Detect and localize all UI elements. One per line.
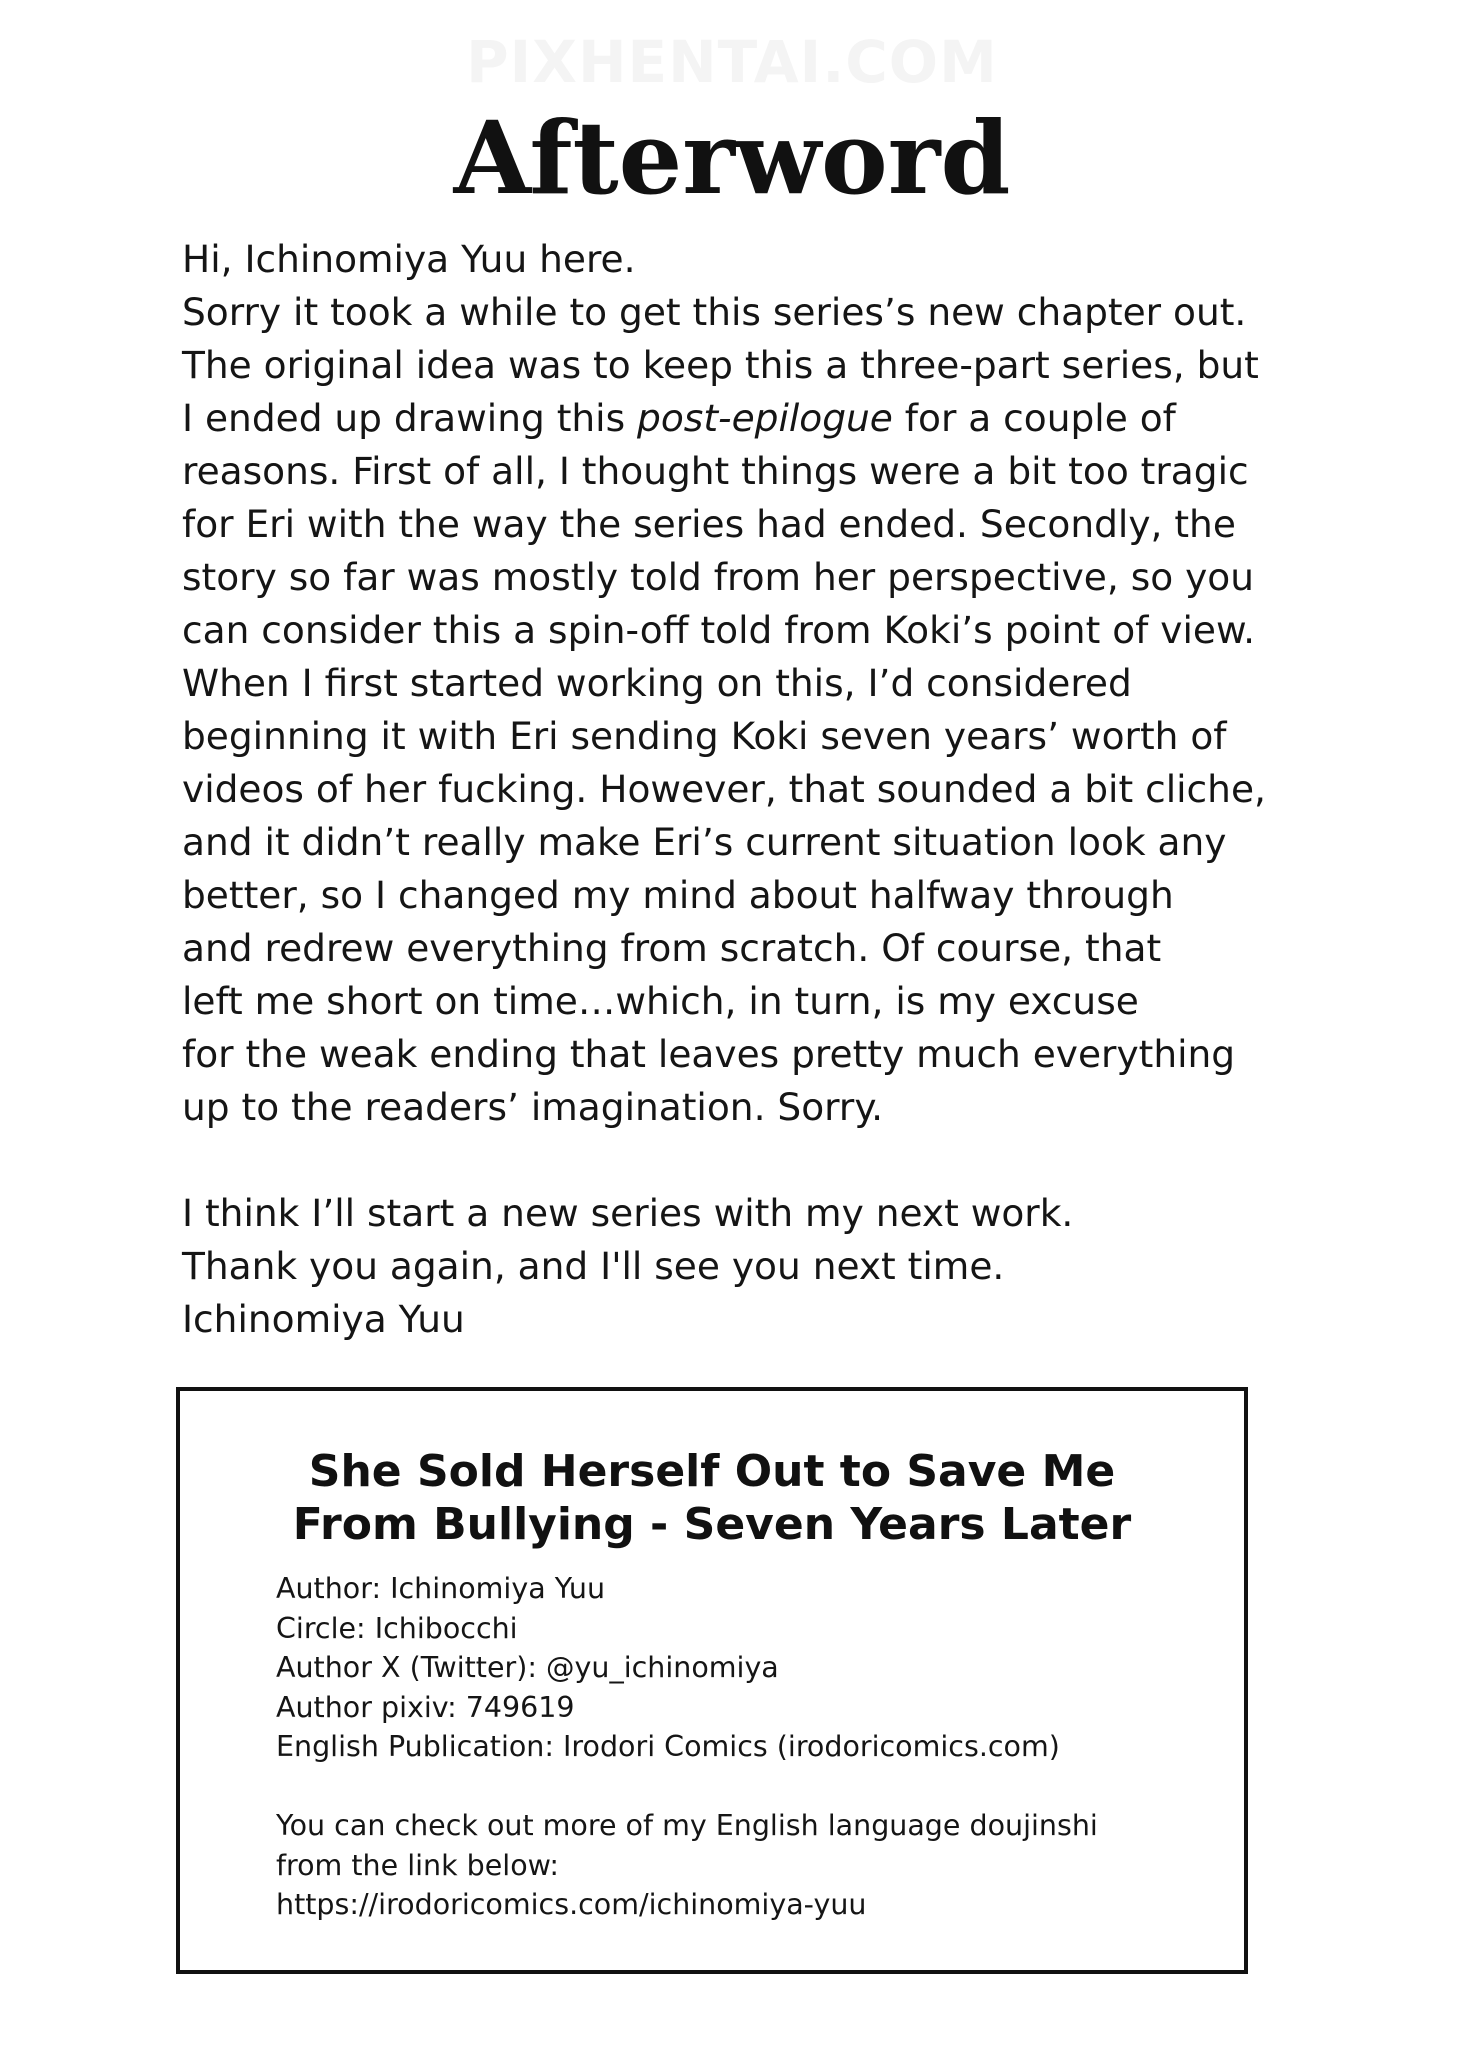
- body-line: for Eri with the way the series had ended. Secondly, the: [182, 502, 1236, 546]
- body-line: story so far was mostly told from her perspective, so you: [182, 555, 1254, 599]
- detail-pixiv: Author pixiv: 749619: [276, 1690, 575, 1724]
- body-line: for the weak ending that leaves pretty much everything: [182, 1032, 1236, 1076]
- body-line: videos of her fucking. However, that sounded a bit cliche,: [182, 767, 1266, 811]
- paragraph-gap: [182, 1134, 1302, 1187]
- signature-line: Ichinomiya Yuu: [182, 1297, 465, 1341]
- body-line: and it didn’t really make Eri’s current situation look any: [182, 820, 1227, 864]
- details-gap: [276, 1767, 1098, 1807]
- publication-info-box: [176, 1387, 1248, 1974]
- body-line: better, so I changed my mind about halfway through: [182, 873, 1174, 917]
- body-line: beginning it with Eri sending Koki seven years’ worth of: [182, 714, 1227, 758]
- link-note-line: from the link below:: [276, 1848, 560, 1882]
- body-italic-term: post-epilogue: [637, 396, 893, 440]
- detail-circle: Circle: Ichibocchi: [276, 1611, 518, 1645]
- watermark: PIXHENTAI.COM: [466, 28, 998, 96]
- body-line: Sorry it took a while to get this series’s new chapter out.: [182, 290, 1247, 334]
- body-line: left me short on time…which, in turn, is my excuse: [182, 979, 1139, 1023]
- body-line: can consider this a spin-off told from Koki’s point of view.: [182, 608, 1256, 652]
- closing-line: Thank you again, and I'll see you next time.: [182, 1244, 1005, 1288]
- closing-line: I think I’ll start a new series with my next work.: [182, 1191, 1074, 1235]
- detail-twitter: Author X (Twitter): @yu_ichinomiya: [276, 1651, 779, 1684]
- body-line: [182, 392, 1302, 445]
- work-title-line: She Sold Herself Out to Save Me: [308, 1446, 1116, 1497]
- page-title: Afterword: [453, 99, 1011, 217]
- body-line: The original idea was to keep this a three-part series, but: [182, 343, 1259, 387]
- body-text-segment: I ended up drawing this: [182, 396, 638, 440]
- body-line: Hi, Ichinomiya Yuu here.: [182, 237, 636, 281]
- work-title: [180, 1445, 1244, 1551]
- work-title-line: From Bullying - Seven Years Later: [292, 1499, 1132, 1550]
- body-line: up to the readers’ imagination. Sorry.: [182, 1085, 884, 1129]
- body-line: When I first started working on this, I’d considered: [182, 661, 1132, 705]
- body-text-segment: for a couple of: [892, 396, 1176, 440]
- afterword-body: [182, 233, 1302, 1346]
- link-note-line: You can check out more of my English language doujinshi: [276, 1809, 1098, 1842]
- body-line: reasons. First of all, I thought things were a bit too tragic: [182, 449, 1249, 493]
- body-line: and redrew everything from scratch. Of course, that: [182, 926, 1162, 970]
- publication-details: [276, 1569, 1098, 1925]
- detail-publisher: English Publication: Irodori Comics (irodoricomics.com): [276, 1730, 1060, 1763]
- author-link[interactable]: https://irodoricomics.com/ichinomiya-yuu: [276, 1888, 867, 1921]
- detail-author: Author: Ichinomiya Yuu: [276, 1572, 606, 1605]
